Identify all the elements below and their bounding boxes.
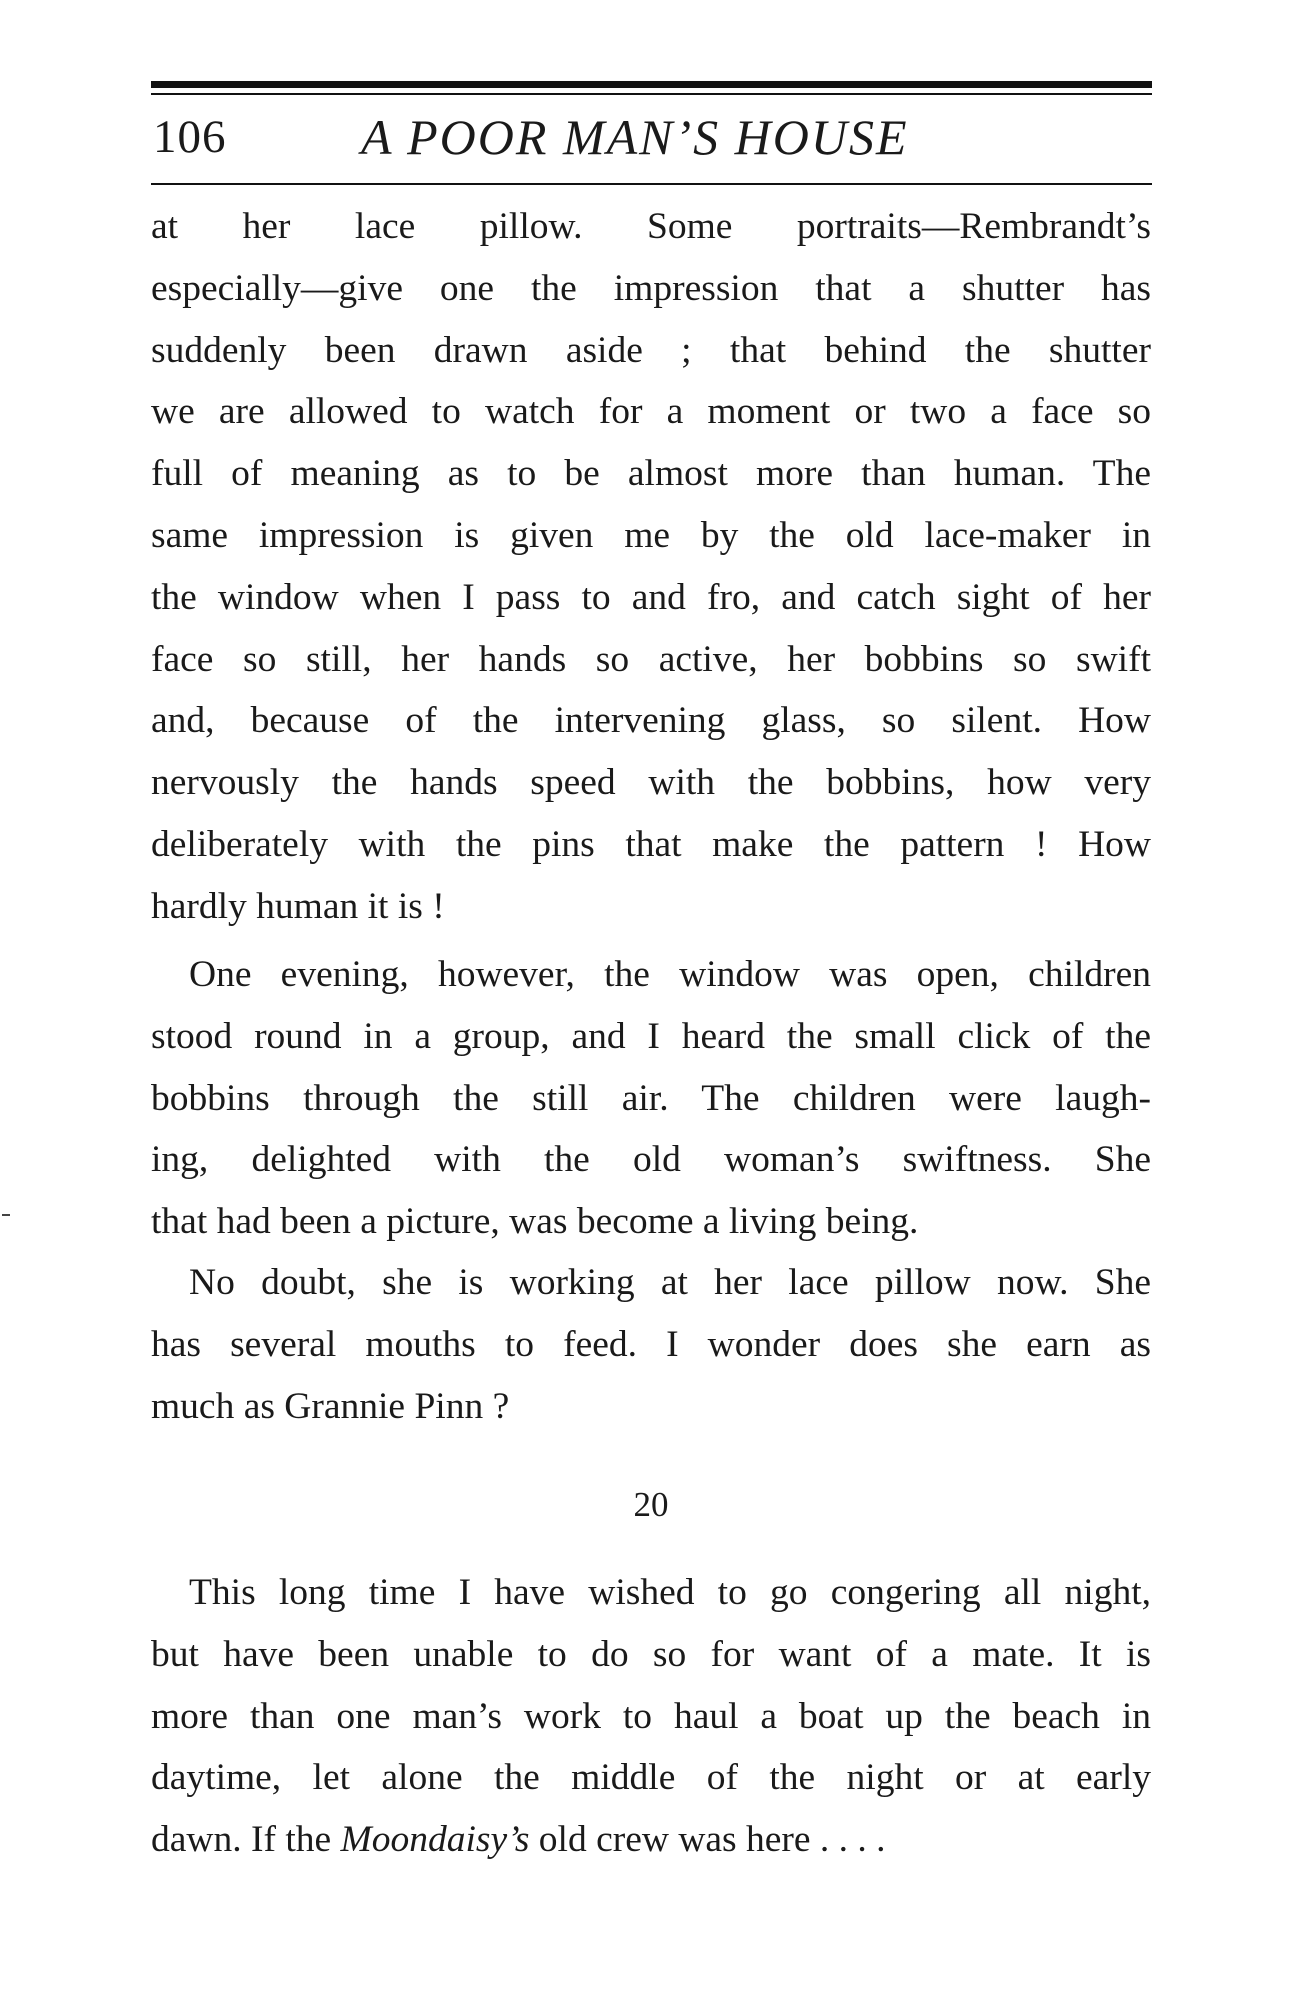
- text-line: suddenly been drawn aside ; that behind the shutter: [151, 329, 1151, 371]
- text-line: that had been a picture, was become a living being.: [151, 1201, 919, 1243]
- margin-mark: [2, 1214, 10, 1216]
- text-line: but have been unable to do so for want of a mate. It is: [151, 1633, 1151, 1675]
- text-line: No doubt, she is working at her lace pillow now. She: [189, 1262, 1151, 1303]
- text-line: One evening, however, the window was open, children: [189, 954, 1151, 995]
- text-segment: dawn. If the: [151, 1819, 341, 1861]
- running-header: [151, 106, 1152, 176]
- paragraph-3: [151, 1252, 1151, 1437]
- text-line: stood round in a group, and I heard the small click of the: [151, 1015, 1151, 1057]
- text-line: hardly human it is !: [151, 885, 445, 927]
- text-line: and, because of the intervening glass, so silent. How: [151, 700, 1151, 742]
- section-number: 20: [633, 1485, 669, 1524]
- text-line: bobbins through the still air. The children were laugh-: [151, 1077, 1151, 1119]
- paragraph-1: [151, 196, 1151, 938]
- text-line: daytime, let alone the middle of the night or at early: [151, 1757, 1151, 1799]
- text-line: ing, delighted with the old woman’s swiftness. She: [151, 1139, 1151, 1181]
- text-line: full of meaning as to be almost more than human. The: [151, 453, 1151, 495]
- running-title: A POOR MAN’S HOUSE: [361, 109, 909, 165]
- text-line: deliberately with the pins that make the pattern ! How: [151, 823, 1151, 865]
- text-line: This long time I have wished to go congering all night,: [189, 1572, 1151, 1613]
- text-line: at her lace pillow. Some portraits—Rembrandt’s: [151, 206, 1151, 247]
- paragraph-4: [151, 1562, 1151, 1871]
- boat-name: Moondaisy’s: [340, 1819, 530, 1861]
- text-line: face so still, her hands so active, her bobbins so swift: [151, 638, 1151, 680]
- paragraph-2: [151, 944, 1151, 1253]
- text-line: the window when I pass to and fro, and catch sight of her: [151, 576, 1151, 618]
- text-line-with-italic: [151, 1809, 1151, 1871]
- header-rule-thick: [151, 81, 1152, 88]
- text-line: more than one man’s work to haul a boat up the beach in: [151, 1695, 1151, 1737]
- text-line: especially—give one the impression that a shutter has: [151, 267, 1151, 309]
- text-segment: old crew was here . . . .: [529, 1819, 886, 1861]
- text-line: we are allowed to watch for a moment or two a face so: [151, 391, 1151, 433]
- header-rule-thin: [151, 93, 1152, 95]
- text-line: much as Grannie Pinn ?: [151, 1385, 510, 1427]
- text-line: same impression is given me by the old lace-maker in: [151, 514, 1151, 556]
- header-underline: [151, 183, 1152, 185]
- text-line: has several mouths to feed. I wonder does she earn as: [151, 1323, 1151, 1365]
- page-number: 106: [153, 111, 227, 163]
- text-line: nervously the hands speed with the bobbins, how very: [151, 762, 1151, 804]
